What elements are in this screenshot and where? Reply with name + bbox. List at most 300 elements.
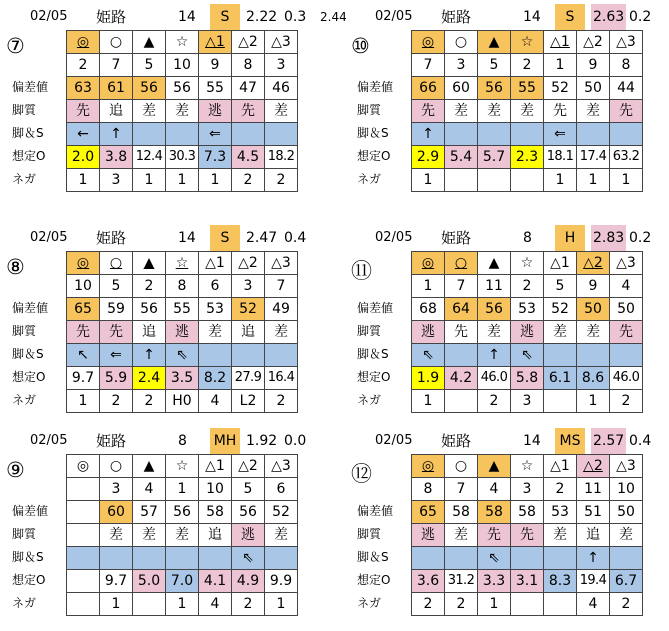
mark-cell: △2 [232,455,265,478]
deviation-cell: 50 [577,77,610,100]
deviation-cell: 53 [511,298,544,321]
expected-odds-cell: 46.0 [478,367,511,390]
horse-number-cell: 2 [511,54,544,77]
negative-cell: 1 [412,390,445,413]
deviation-cell: 66 [412,77,445,100]
deviation-cell: 50 [610,501,643,524]
running-style-cell: 追 [199,524,232,547]
deviation-row [67,501,298,524]
negative-cell [445,169,478,192]
expected-odds-cell: 18.1 [544,146,577,169]
deviation-cell: 58 [199,501,232,524]
expected-odds-cell: 7.3 [199,146,232,169]
running-style-cell: 先 [511,524,544,547]
row-labels [12,454,66,615]
horse-number-cell: 7 [445,275,478,298]
row-labels [357,30,411,191]
negative-cell: 2 [232,169,265,192]
running-style-cell: 差 [577,100,610,123]
mark-cell: ▲ [478,31,511,54]
deviation-cell: 52 [544,298,577,321]
leg-s-cell: ⇖ [511,344,544,367]
running-style-cell: 逃 [166,321,199,344]
deviation-row [412,501,643,524]
horse-number-row [67,275,298,298]
race-date: 02/05 [30,433,68,448]
running-style-cell: 差 [610,524,643,547]
running-style-cell: 差 [166,524,199,547]
negative-cell [67,593,100,616]
race-index-diff: 0.4 [284,230,307,246]
row-labels [357,251,411,412]
deviation-row [412,298,643,321]
running-style-cell [67,524,100,547]
negative-cell: 1 [100,593,133,616]
race-grid [66,30,298,192]
race-panel [351,4,652,188]
horse-number-cell: 7 [412,54,445,77]
negative-cell [544,390,577,413]
expected-odds-cell: 3.8 [100,146,133,169]
horse-number-row [67,478,298,501]
horse-number-cell: 3 [265,54,298,77]
expected-odds-cell: 46.0 [610,367,643,390]
running-style-cell: 差 [478,321,511,344]
mark-cell: ▲ [133,31,166,54]
running-style-cell: 先 [67,321,100,344]
row-label: 偏差値 [357,504,394,518]
negative-cell: 2 [232,593,265,616]
race-field-size: 14 [178,230,196,246]
leg-s-cell [412,547,445,570]
race-panel [6,4,347,188]
running-style-cell: 先 [232,100,265,123]
row-label: ネガ [12,596,37,610]
row-label: 脚＆S [357,347,389,361]
mark-cell: △1 [199,252,232,275]
expected-odds-cell: 3.5 [166,367,199,390]
deviation-cell: 49 [265,298,298,321]
mark-cell: ☆ [166,455,199,478]
running-style-cell: 差 [133,100,166,123]
leg-s-cell: ⇖ [478,547,511,570]
mark-cell: ▲ [478,252,511,275]
expected-odds-cell: 4.9 [232,570,265,593]
horse-number-cell: 8 [412,478,445,501]
deviation-cell: 58 [445,501,478,524]
expected-odds-cell [67,570,100,593]
horse-number-cell: 10 [610,478,643,501]
negative-row [67,390,298,413]
race-venue: 姫路 [96,229,127,247]
leg-s-cell [199,547,232,570]
negative-cell: L2 [232,390,265,413]
mark-cell: ☆ [166,252,199,275]
mark-cell: △3 [610,252,643,275]
negative-cell: 2 [610,390,643,413]
leg-s-cell: ⇖ [166,344,199,367]
expected-odds-cell: 4.5 [232,146,265,169]
race-date: 02/05 [375,433,413,448]
horse-number-cell: 10 [199,478,232,501]
running-style-row [412,524,643,547]
expected-odds-cell: 6.1 [544,367,577,390]
negative-cell [445,390,478,413]
running-style-cell: 追 [100,100,133,123]
deviation-cell: 50 [610,298,643,321]
race-number: ⑨ [6,458,25,482]
running-style-row [67,100,298,123]
race-number: ⑩ [351,34,370,58]
mark-cell: ○ [100,31,133,54]
horse-number-cell: 9 [199,54,232,77]
deviation-cell: 56 [166,501,199,524]
expected-odds-row [412,367,643,390]
deviation-cell: 47 [232,77,265,100]
leg-s-cell: ↑ [100,123,133,146]
running-style-row [67,524,298,547]
horse-number-cell: 11 [478,275,511,298]
deviation-cell: 56 [232,501,265,524]
negative-cell: 2 [133,390,166,413]
mark-cell: ◎ [412,31,445,54]
race-venue: 姫路 [441,8,472,26]
running-style-cell: 差 [133,524,166,547]
expected-odds-cell: 30.3 [166,146,199,169]
leg-s-cell [265,344,298,367]
negative-row [67,169,298,192]
negative-cell: 1 [67,169,100,192]
horse-number-cell: 5 [133,54,166,77]
running-style-cell: 先 [100,321,133,344]
leg-s-cell [445,547,478,570]
leg-s-cell [199,344,232,367]
mark-cell: △1 [544,31,577,54]
race-venue: 姫路 [96,8,127,26]
leg-s-cell [133,123,166,146]
race-panel [351,225,652,409]
expected-odds-cell: 2.3 [511,146,544,169]
mark-row [67,31,298,54]
expected-odds-cell: 8.3 [544,570,577,593]
expected-odds-cell: 2.4 [133,367,166,390]
deviation-cell: 52 [544,77,577,100]
race-header [14,428,307,454]
deviation-cell: 44 [610,77,643,100]
horse-number-cell: 1 [166,478,199,501]
leg-s-cell [511,547,544,570]
deviation-cell: 55 [199,77,232,100]
leg-s-cell [166,123,199,146]
mark-cell: ☆ [166,31,199,54]
row-label: 想定O [357,370,391,384]
leg-s-row [412,547,643,570]
mark-cell: ○ [100,252,133,275]
expected-odds-cell: 5.9 [100,367,133,390]
row-label: 偏差値 [12,80,49,94]
race-date: 02/05 [375,9,413,24]
negative-cell: 1 [265,593,298,616]
horse-number-cell: 7 [265,275,298,298]
negative-cell: 2 [478,390,511,413]
row-label: 脚＆S [12,126,44,140]
race-index-value: 2.47 [246,230,278,246]
deviation-cell: 52 [232,298,265,321]
deviation-cell: 52 [265,501,298,524]
deviation-cell: 60 [445,77,478,100]
row-label: 偏差値 [12,504,49,518]
race-index-extra: 2.44 [320,10,347,24]
leg-s-row [67,123,298,146]
running-style-cell: 先 [412,100,445,123]
expected-odds-cell: 3.1 [511,570,544,593]
negative-cell: 2 [265,390,298,413]
horse-number-cell: 9 [577,54,610,77]
race-index-value: 2.83 [591,225,626,251]
horse-number-cell: 4 [133,478,166,501]
mark-cell: ○ [100,455,133,478]
leg-s-cell [577,123,610,146]
negative-cell: H0 [166,390,199,413]
race-field-size: 14 [178,9,196,25]
race-header [359,225,652,251]
horse-number-cell: 4 [478,478,511,501]
expected-odds-row [67,570,298,593]
mark-cell: ☆ [511,31,544,54]
mark-cell: △2 [577,31,610,54]
expected-odds-cell: 5.7 [478,146,511,169]
running-style-cell: 追 [133,321,166,344]
negative-cell: 2 [610,593,643,616]
horse-number-row [412,54,643,77]
race-field-size: 14 [523,433,541,449]
race-field-size: 8 [523,230,532,246]
mark-cell: △2 [577,455,610,478]
race-index-value: 2.57 [591,428,626,454]
running-style-cell: 先 [445,321,478,344]
deviation-cell: 55 [511,77,544,100]
leg-s-cell [610,547,643,570]
running-style-cell: 差 [265,100,298,123]
leg-s-cell: ↖ [67,344,100,367]
horse-number-cell: 6 [265,478,298,501]
deviation-cell: 46 [265,77,298,100]
horse-number-cell: 3 [100,478,133,501]
running-style-cell: 差 [265,321,298,344]
race-date: 02/05 [375,230,413,245]
leg-s-row [412,344,643,367]
mark-row [412,31,643,54]
deviation-row [67,77,298,100]
race-number: ⑪ [351,259,372,283]
row-label: 想定O [12,149,46,163]
race-panel [6,225,307,409]
leg-s-cell [100,547,133,570]
running-style-cell: 差 [166,100,199,123]
row-labels [357,454,411,615]
leg-s-cell [478,123,511,146]
expected-odds-row [67,146,298,169]
expected-odds-cell: 8.6 [577,367,610,390]
mark-cell: ◎ [412,455,445,478]
leg-s-cell: ↑ [478,344,511,367]
mark-cell: △2 [232,31,265,54]
horse-number-row [67,54,298,77]
running-style-cell: 逃 [412,524,445,547]
leg-s-cell [577,344,610,367]
negative-cell: 1 [199,169,232,192]
row-label: ネガ [12,393,37,407]
expected-odds-cell: 18.2 [265,146,298,169]
negative-cell: 4 [199,593,232,616]
row-label: ネガ [12,172,37,186]
leg-s-cell: ⇐ [544,123,577,146]
horse-number-cell: 4 [610,275,643,298]
row-label: 偏差値 [12,301,49,315]
running-style-cell: 逃 [199,100,232,123]
deviation-cell: 58 [478,501,511,524]
deviation-cell: 55 [166,298,199,321]
race-header [14,4,347,30]
mark-cell: △1 [544,455,577,478]
horse-number-cell: 3 [445,54,478,77]
running-style-cell: 先 [478,524,511,547]
expected-odds-cell: 8.2 [199,367,232,390]
race-index-diff: 0.2 [629,9,652,25]
expected-odds-cell: 16.4 [265,367,298,390]
race-venue: 姫路 [441,432,472,450]
race-venue: 姫路 [96,432,127,450]
race-date: 02/05 [30,9,68,24]
deviation-row [412,77,643,100]
deviation-cell: 56 [133,77,166,100]
mark-cell: ▲ [133,252,166,275]
deviation-cell [67,501,100,524]
row-label: 脚＆S [12,347,44,361]
negative-cell: 1 [544,169,577,192]
expected-odds-cell: 9.7 [100,570,133,593]
leg-s-cell: ↑ [577,547,610,570]
mark-cell: ☆ [511,455,544,478]
leg-s-row [412,123,643,146]
horse-number-cell: 1 [544,54,577,77]
negative-cell: 1 [610,169,643,192]
leg-s-cell: ← [67,123,100,146]
horse-number-cell: 6 [199,275,232,298]
row-label: 偏差値 [357,80,394,94]
running-style-cell: 先 [610,321,643,344]
race-index-value: 2.22 [246,9,278,25]
expected-odds-cell: 27.9 [232,367,265,390]
row-label: ネガ [357,172,382,186]
negative-cell: 1 [133,169,166,192]
leg-s-cell: ↑ [412,123,445,146]
leg-s-cell [265,123,298,146]
mark-cell: ○ [445,31,478,54]
negative-cell [511,169,544,192]
deviation-cell: 68 [412,298,445,321]
row-label: 偏差値 [357,301,394,315]
leg-s-cell [232,344,265,367]
horse-number-cell: 8 [610,54,643,77]
mark-row [67,455,298,478]
mark-cell: △3 [265,31,298,54]
running-style-cell: 差 [265,524,298,547]
expected-odds-cell: 3.3 [478,570,511,593]
row-label: 脚質 [12,324,37,338]
race-grade-badge: H [555,225,585,251]
expected-odds-cell: 5.8 [511,367,544,390]
running-style-cell: 先 [67,100,100,123]
negative-cell: 1 [166,593,199,616]
race-index-diff: 0.0 [284,433,307,449]
mark-row [412,252,643,275]
deviation-cell: 58 [511,501,544,524]
expected-odds-cell: 2.0 [67,146,100,169]
mark-cell: △3 [265,252,298,275]
negative-cell [478,169,511,192]
negative-cell: 2 [412,593,445,616]
deviation-cell: 56 [133,298,166,321]
running-style-cell: 差 [478,100,511,123]
running-style-cell: 逃 [232,524,265,547]
leg-s-cell [610,123,643,146]
race-panel [351,428,652,612]
running-style-cell: 差 [577,321,610,344]
row-label: 脚＆S [12,550,44,564]
race-header [359,428,652,454]
horse-number-cell: 10 [166,54,199,77]
race-index-diff: 0.4 [629,433,652,449]
leg-s-cell: ↑ [133,344,166,367]
mark-cell: ◎ [67,31,100,54]
leg-s-cell: ⇐ [199,123,232,146]
deviation-cell: 56 [166,77,199,100]
leg-s-cell [544,547,577,570]
race-header [14,225,307,251]
leg-s-cell [166,547,199,570]
mark-cell: △3 [610,31,643,54]
leg-s-cell: ⇐ [100,344,133,367]
negative-cell: 1 [577,390,610,413]
deviation-cell: 61 [100,77,133,100]
deviation-cell: 64 [445,298,478,321]
row-label: 想定O [357,149,391,163]
expected-odds-cell: 2.9 [412,146,445,169]
mark-cell: ▲ [133,455,166,478]
mark-row [412,455,643,478]
negative-cell: 3 [100,169,133,192]
deviation-cell: 51 [577,501,610,524]
row-label: 脚質 [357,324,382,338]
leg-s-cell [445,123,478,146]
race-grade-badge: MS [555,428,585,454]
horse-number-cell: 1 [412,275,445,298]
running-style-cell: 差 [100,524,133,547]
mark-row [67,252,298,275]
horse-number-cell: 5 [100,275,133,298]
race-grid [411,454,643,616]
deviation-cell: 65 [67,298,100,321]
row-labels [12,251,66,412]
deviation-cell: 57 [133,501,166,524]
expected-odds-row [412,570,643,593]
row-label: 脚＆S [357,126,389,140]
negative-cell: 1 [166,169,199,192]
race-number: ⑧ [6,255,25,279]
running-style-cell: 追 [232,321,265,344]
mark-cell: ◎ [412,252,445,275]
